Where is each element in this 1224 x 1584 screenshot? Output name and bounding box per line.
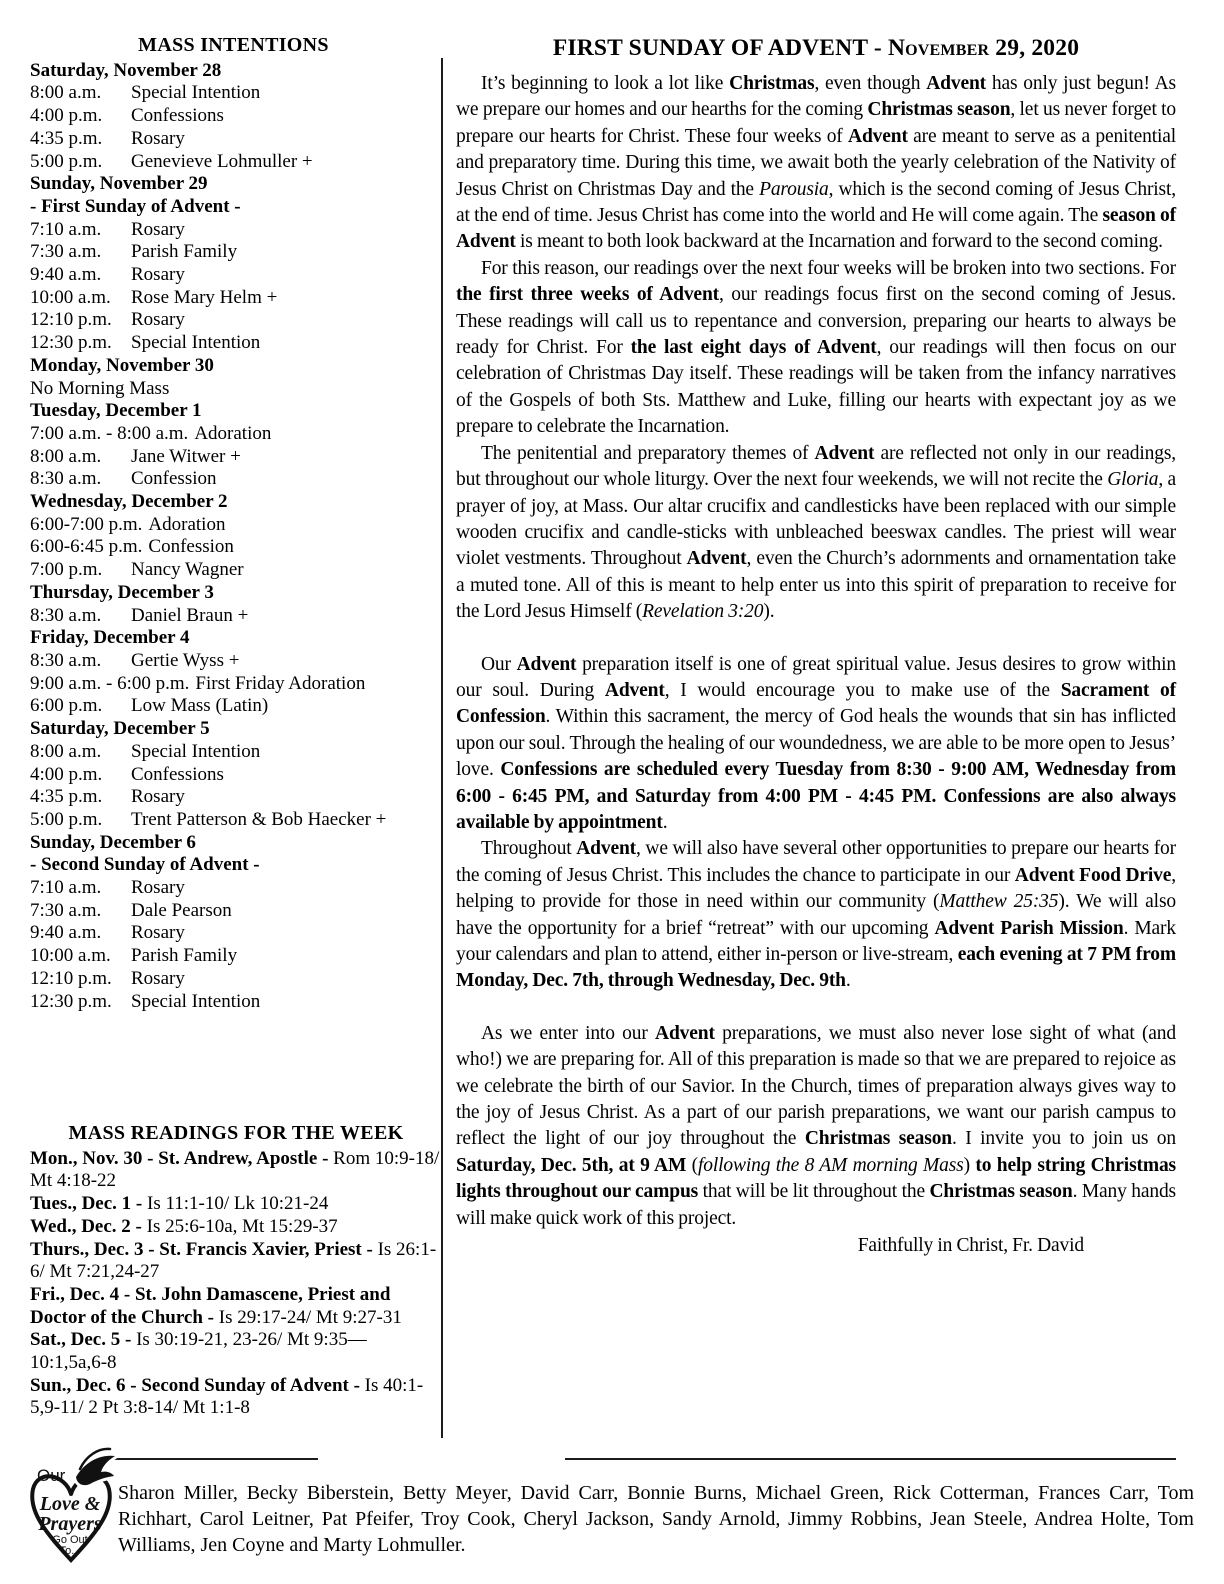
mass-intentions-list — [30, 60, 437, 1014]
mass-intention-desc: Nancy Wagner — [131, 559, 244, 581]
mass-intention-desc: Special Intention — [131, 82, 261, 104]
logo-word-prayers: Prayers — [38, 1513, 102, 1535]
mass-intention-time: 7:30 a.m. — [30, 899, 102, 921]
bold-text-run: Fri., Dec. 4 - St. John Damascene, Priest and Doctor of the Church - — [30, 1283, 391, 1328]
mass-intention-time: 4:00 p.m. — [30, 105, 103, 127]
bold-text-run: to help string Christmas lights throughout our campus — [456, 1154, 1176, 1203]
mass-intention-desc: First Friday Adoration — [195, 672, 366, 694]
text-run: . Mark your calendars and plan to attend, either in-person or live-stream, — [456, 917, 1176, 965]
mass-intentions-day-heading: - Second Sunday of Advent - — [30, 854, 260, 876]
text-run: . Many hands will make quick work of this project. — [456, 1181, 1176, 1229]
bold-text-run: Advent — [926, 73, 987, 94]
footer-rule-right — [565, 1458, 1176, 1460]
mass-intention-time: 9:40 a.m. — [30, 922, 102, 944]
bold-text-run: each evening at 7 PM from Monday, Dec. 7th, through Wednesday, Dec. 9th — [456, 944, 1176, 992]
mass-intention-time: 8:30 a.m. — [30, 649, 102, 671]
mass-intention-desc: Daniel Braun + — [131, 604, 249, 626]
reading-entry — [30, 1193, 442, 1216]
bold-text-run: Advent — [655, 1022, 715, 1044]
mass-intention-row — [30, 764, 437, 787]
bold-text-run: the first three weeks of Advent — [456, 284, 719, 306]
italic-text-run: Matthew 25:35 — [939, 891, 1059, 913]
mass-intention-row — [30, 605, 437, 628]
logo-word-our: Our — [37, 1466, 66, 1485]
mass-intention-desc: Rosary — [131, 264, 185, 286]
mass-intention-desc: Rosary — [131, 922, 185, 944]
bold-text-run: Sat., Dec. 5 - — [30, 1329, 137, 1351]
mass-intentions-day-heading: Saturday, November 28 — [30, 59, 222, 81]
bold-text-run: season of Advent — [456, 205, 1176, 253]
mass-intention-row — [30, 264, 437, 287]
mass-intention-row — [30, 446, 437, 469]
mass-intention-time: 12:10 p.m. — [30, 967, 112, 989]
column-divider-line — [441, 58, 443, 1438]
mass-intentions-day-heading: Tuesday, December 1 — [30, 400, 202, 422]
text-run: , we will also have several other opportunities to prepare our hearts for the coming of Jesus Christ. This includes the chance to participate in our — [456, 838, 1176, 886]
mass-intention-time: 10:00 a.m. — [30, 286, 111, 308]
text-run: It’s beginning to look a lot like — [481, 73, 730, 94]
mass-intention-row — [30, 559, 437, 582]
mass-intentions-day-heading: Friday, December 4 — [30, 627, 190, 649]
text-run: is meant to both look backward at the Incarnation and forward to the second coming. — [515, 231, 1163, 253]
mass-intention-row — [30, 877, 437, 900]
mass-intention-time: 6:00-6:45 p.m. — [30, 536, 143, 558]
mass-intention-row — [30, 786, 437, 809]
text-run: Is 40:1-5,9-11/ 2 Pt 3:8-14/ Mt 1:1-8 — [30, 1374, 424, 1419]
article-paragraph — [456, 256, 1176, 441]
mass-intention-time: 7:30 a.m. — [30, 241, 102, 263]
text-run: that will be lit throughout the — [698, 1181, 930, 1203]
text-run: , a prayer of joy, at Mass. Our altar crucifix and candlesticks have been replaced with our simple wooden crucifix and candle-sticks with unbleached beeswax candles. The priest will wear violet vestments. Throughout — [456, 469, 1176, 570]
text-run: ). We will also have the opportunity for a brief “retreat” with our upcoming — [456, 891, 1176, 939]
article-paragraph — [456, 836, 1176, 994]
footer-names: Sharon Miller, Becky Biberstein, Betty Meyer, David Carr, Bonnie Burns, Michael Green, Rick Cotterman, Frances Carr, Tom Richhart, Carol Leitner, Pat Pfeifer, Troy Cook, Cheryl Jackson, Sandy Arnold, Jimmy Robbins, Jean Steele, Andrea Holte, Tom Williams, Jen Coyne and Marty Lohmuller. — [118, 1482, 1194, 1556]
text-run: Is 30:19-21, 23-26/ Mt 9:35—10:1,5a,6-8 — [30, 1329, 367, 1374]
text-run: . — [662, 811, 668, 833]
mass-intention-time: 4:00 p.m. — [30, 763, 103, 785]
mass-intention-time: 9:00 a.m. - 6:00 p.m. — [30, 672, 190, 694]
article-paragraph — [456, 652, 1176, 837]
mass-intention-time: 7:10 a.m. — [30, 877, 102, 899]
article-title — [456, 34, 1176, 62]
mass-intention-desc: Confessions — [131, 105, 224, 127]
italic-text-run: Revelation 3:20 — [642, 601, 764, 623]
logo-word-goout: Go Out — [52, 1534, 88, 1546]
mass-intention-time: 8:00 a.m. — [30, 445, 102, 467]
text-run: Is 26:1-6/ Mt 7:21,24-27 — [30, 1238, 437, 1283]
mass-intentions-section — [30, 34, 437, 1013]
mass-intention-row — [30, 968, 437, 991]
mass-intention-desc: Rosary — [131, 877, 185, 899]
mass-readings-section — [30, 1122, 442, 1420]
mass-intention-time: 9:40 a.m. — [30, 264, 102, 286]
mass-intention-row — [30, 900, 437, 923]
reading-entry — [30, 1284, 442, 1329]
reading-entry — [30, 1375, 442, 1420]
mass-intention-row — [30, 536, 437, 559]
article-title-suffix: 29, 2020 — [989, 35, 1080, 61]
mass-intention-time: 10:00 a.m. — [30, 945, 111, 967]
text-run: , I would encourage you to make use of the — [664, 679, 1061, 701]
bold-text-run: Wed., Dec. 2 - — [30, 1215, 147, 1237]
bold-text-run: Sun., Dec. 6 - Second Sunday of Advent - — [30, 1374, 365, 1396]
article-section — [456, 34, 1176, 1259]
mass-intention-desc: Adoration — [194, 422, 272, 444]
text-run: . — [845, 970, 851, 992]
prayer-logo — [24, 1444, 118, 1568]
bold-text-run: Advent — [604, 679, 665, 701]
bold-text-run: Mon., Nov. 30 - St. Andrew, Apostle - — [30, 1147, 334, 1169]
bold-text-run: Advent — [516, 653, 577, 675]
text-run: , even though — [814, 73, 927, 94]
mass-readings-title: MASS READINGS FOR THE WEEK — [68, 1122, 404, 1144]
text-run: Rom 10:9-18/ Mt 4:18-22 — [30, 1147, 440, 1192]
mass-intention-desc: Parish Family — [131, 945, 238, 967]
mass-intention-row — [30, 945, 437, 968]
text-run: preparations, we must also never lose sight of what (and who!) we are preparing for. All of this preparation is made so that we are prepared to rejoice as we celebrate the birth of our Savior. In the Church, times of preparation always gives way to the joy of Jesus Christ. As a part of our parish preparations, we want our parish campus to reflect the light of our joy throughout the — [456, 1022, 1176, 1150]
text-run: , our readings focus first on the second coming of Jesus. These readings will call us to repentance and conversion, preparing our hearts to always be ready for Christ. For — [456, 284, 1177, 359]
mass-intentions-note: No Morning Mass — [30, 377, 170, 399]
mass-intention-time: 7:00 p.m. — [30, 559, 103, 581]
mass-intentions-day-heading: Saturday, December 5 — [30, 718, 210, 740]
text-run: , even the Church’s adornments and ornamentation take a muted tone. All of this is meant to help enter us into this spirit of preparation to receive for the Lord Jesus Himself ( — [456, 548, 1176, 623]
mass-intention-desc: Special Intention — [131, 990, 261, 1012]
text-run: . Within this sacrament, the mercy of God heals the wounds that sin has inflicted upon our soul. Through the healing of our woundedness, we are able to be more open to Jesus’ love. — [456, 706, 1176, 781]
reading-entry — [30, 1148, 442, 1193]
text-run: The penitential and preparatory themes of — [481, 442, 815, 464]
mass-intention-row — [30, 105, 437, 128]
bold-text-run: Advent Food Drive — [1014, 864, 1172, 886]
article-body — [456, 71, 1176, 1232]
mass-intention-row — [30, 741, 437, 764]
mass-intentions-day-heading: Sunday, December 6 — [30, 831, 196, 853]
mass-intention-desc: Confession — [131, 468, 217, 490]
mass-intention-desc: Special Intention — [131, 332, 261, 354]
mass-intention-time: 8:30 a.m. — [30, 604, 102, 626]
mass-intention-desc: Low Mass (Latin) — [131, 695, 269, 717]
article-signature: Faithfully in Christ, Fr. David — [857, 1235, 1084, 1257]
mass-intention-row — [30, 922, 437, 945]
mass-intention-row — [30, 151, 437, 174]
mass-intentions-day-heading: Monday, November 30 — [30, 354, 214, 376]
mass-intention-row — [30, 673, 437, 696]
mass-intention-desc: Rosary — [131, 309, 185, 331]
bold-text-run: Christmas — [729, 73, 815, 94]
mass-intention-row — [30, 991, 437, 1014]
bold-text-run: Christmas season — [929, 1181, 1073, 1203]
text-run: ( — [686, 1154, 699, 1176]
mass-intention-desc: Adoration — [148, 513, 226, 535]
mass-intention-row — [30, 423, 437, 446]
text-run: has only just begun! As we prepare our homes and our hearths for the coming — [456, 73, 1177, 121]
mass-intentions-day-heading: Thursday, December 3 — [30, 581, 214, 603]
mass-intention-desc: Special Intention — [131, 740, 261, 762]
mass-intention-time: 12:30 p.m. — [30, 332, 112, 354]
bold-text-run: Confessions are scheduled every Tuesday from 8:30 - 9:00 AM, Wednesday from 6:00 - 6:45 PM, and Saturday from 4:00 PM - 4:45 PM. Confessions are also always available by appointment — [456, 759, 1176, 833]
text-run: , let us never forget to prepare our hearts for Christ. These four weeks of — [456, 99, 1176, 147]
mass-intentions-day-heading: - First Sunday of Advent - — [30, 195, 241, 217]
text-run: preparation itself is one of great spiritual value. Jesus desires to grow within our soul. During — [456, 653, 1176, 701]
mass-intention-desc: Dale Pearson — [131, 899, 232, 921]
mass-intention-row — [30, 128, 437, 151]
mass-intention-time: 6:00 p.m. — [30, 695, 103, 717]
mass-intention-row — [30, 219, 437, 242]
mass-intention-desc: Rosary — [131, 786, 185, 808]
text-run: ). — [763, 601, 775, 623]
bold-text-run: Advent — [848, 125, 908, 147]
mass-intention-row — [30, 332, 437, 355]
text-run: Is 29:17-24/ Mt 9:27-31 — [218, 1306, 402, 1328]
mass-readings-list — [30, 1148, 442, 1420]
article-paragraph — [456, 71, 1176, 256]
bold-text-run: Thurs., Dec. 3 - St. Francis Xavier, Priest - — [30, 1238, 378, 1260]
article-title-month: November — [887, 35, 990, 61]
text-run: . I invite you to join us on — [952, 1128, 1177, 1150]
mass-intention-desc: Confession — [148, 536, 234, 558]
text-run: Is 11:1-10/ Lk 10:21-24 — [147, 1193, 329, 1215]
mass-intention-desc: Jane Witwer + — [131, 445, 241, 467]
mass-intentions-day-heading: Sunday, November 29 — [30, 173, 208, 195]
mass-intention-row — [30, 309, 437, 332]
bold-text-run: Christmas season — [867, 99, 1011, 121]
italic-text-run: Gloria — [1107, 469, 1159, 491]
bold-text-run: Christmas season — [804, 1128, 952, 1150]
footer-rule-left — [100, 1458, 318, 1460]
mass-intention-time: 8:00 a.m. — [30, 740, 102, 762]
mass-intentions-day-heading: Wednesday, December 2 — [30, 491, 228, 513]
mass-intention-desc: Rosary — [131, 967, 185, 989]
mass-intention-time: 5:00 p.m. — [30, 150, 103, 172]
italic-text-run: following the 8 AM morning Mass — [698, 1154, 964, 1176]
mass-intention-time: 12:30 p.m. — [30, 990, 112, 1012]
text-run: Our — [481, 653, 517, 675]
text-run: Throughout — [481, 838, 577, 860]
mass-intention-row — [30, 241, 437, 264]
mass-intention-row — [30, 809, 437, 832]
bold-text-run: the last eight days of Advent — [630, 337, 877, 359]
text-run: ) — [963, 1154, 976, 1176]
mass-intention-desc: Rosary — [131, 218, 185, 240]
article-paragraph — [456, 1021, 1176, 1232]
mass-intention-desc: Trent Patterson & Bob Haecker + — [131, 808, 387, 830]
text-run: As we enter into our — [481, 1022, 656, 1044]
logo-word-to: To... — [59, 1545, 81, 1557]
mass-intention-desc: Rose Mary Helm + — [131, 286, 278, 308]
text-run: , helping to provide for those in need within our community ( — [456, 864, 1176, 913]
bold-text-run: Advent Parish Mission — [934, 917, 1124, 939]
mass-intention-desc: Confessions — [131, 763, 224, 785]
reading-entry — [30, 1239, 442, 1284]
bold-text-run: Sacrament of Confession — [456, 679, 1176, 728]
mass-intention-row — [30, 82, 437, 105]
text-run: Is 25:6-10a, Mt 15:29-37 — [146, 1215, 338, 1237]
bold-text-run: Saturday, Dec. 5th, at 9 AM — [456, 1154, 687, 1176]
mass-intention-desc: Parish Family — [131, 241, 238, 263]
bold-text-run: Advent — [686, 548, 747, 570]
mass-intention-time: 4:35 p.m. — [30, 786, 103, 808]
mass-intentions-title: MASS INTENTIONS — [138, 34, 329, 56]
bold-text-run: Advent — [576, 838, 637, 860]
mass-intention-row — [30, 468, 437, 491]
mass-intention-time: 8:00 a.m. — [30, 82, 102, 104]
reading-entry — [30, 1216, 442, 1239]
bold-text-run: Advent — [814, 442, 875, 464]
mass-intention-time: 6:00-7:00 p.m. — [30, 513, 143, 535]
text-run: For this reason, our readings over the next four weeks will be broken into two sections. For — [481, 257, 1176, 279]
article-paragraph — [456, 441, 1176, 626]
mass-intention-desc: Genevieve Lohmuller + — [131, 150, 313, 172]
mass-intention-row — [30, 514, 437, 537]
mass-intention-time: 7:00 a.m. - 8:00 a.m. — [30, 422, 189, 444]
bold-text-run: Tues., Dec. 1 - — [30, 1193, 147, 1215]
mass-intention-time: 4:35 p.m. — [30, 127, 103, 149]
text-run: , which is the second coming of Jesus Christ, at the end of time. Jesus Christ has come into the world and He will come again. The — [456, 178, 1176, 227]
mass-intention-row — [30, 650, 437, 673]
text-run: are meant to serve as a penitential and preparatory time. During this time, we await both the yearly celebration of the Nativity of Jesus Christ on Christmas Day and the — [456, 125, 1177, 200]
mass-intention-time: 8:30 a.m. — [30, 468, 102, 490]
reading-entry — [30, 1329, 442, 1374]
mass-intention-row — [30, 287, 437, 310]
logo-word-love: Love & — [39, 1493, 101, 1515]
italic-text-run: Parousia — [759, 178, 829, 200]
mass-intention-time: 7:10 a.m. — [30, 218, 102, 240]
text-run: , our readings will then focus on our celebration of Christmas Day itself. These readings will be taken from the infancy narratives of the Gospels of both Sts. Matthew and Luke, filling our hearts with expectant joy as we prepare to celebrate the Incarnation. — [456, 337, 1176, 438]
mass-intention-time: 5:00 p.m. — [30, 808, 103, 830]
mass-intention-row — [30, 695, 437, 718]
mass-intention-desc: Gertie Wyss + — [131, 649, 240, 671]
mass-intention-time: 12:10 p.m. — [30, 309, 112, 331]
mass-intention-desc: Rosary — [131, 127, 185, 149]
text-run: are reflected not only in our readings, but throughout our whole liturgy. Over the next four weekends, we will not recite the — [456, 442, 1176, 491]
article-title-prefix: FIRST SUNDAY OF ADVENT - — [552, 35, 888, 61]
